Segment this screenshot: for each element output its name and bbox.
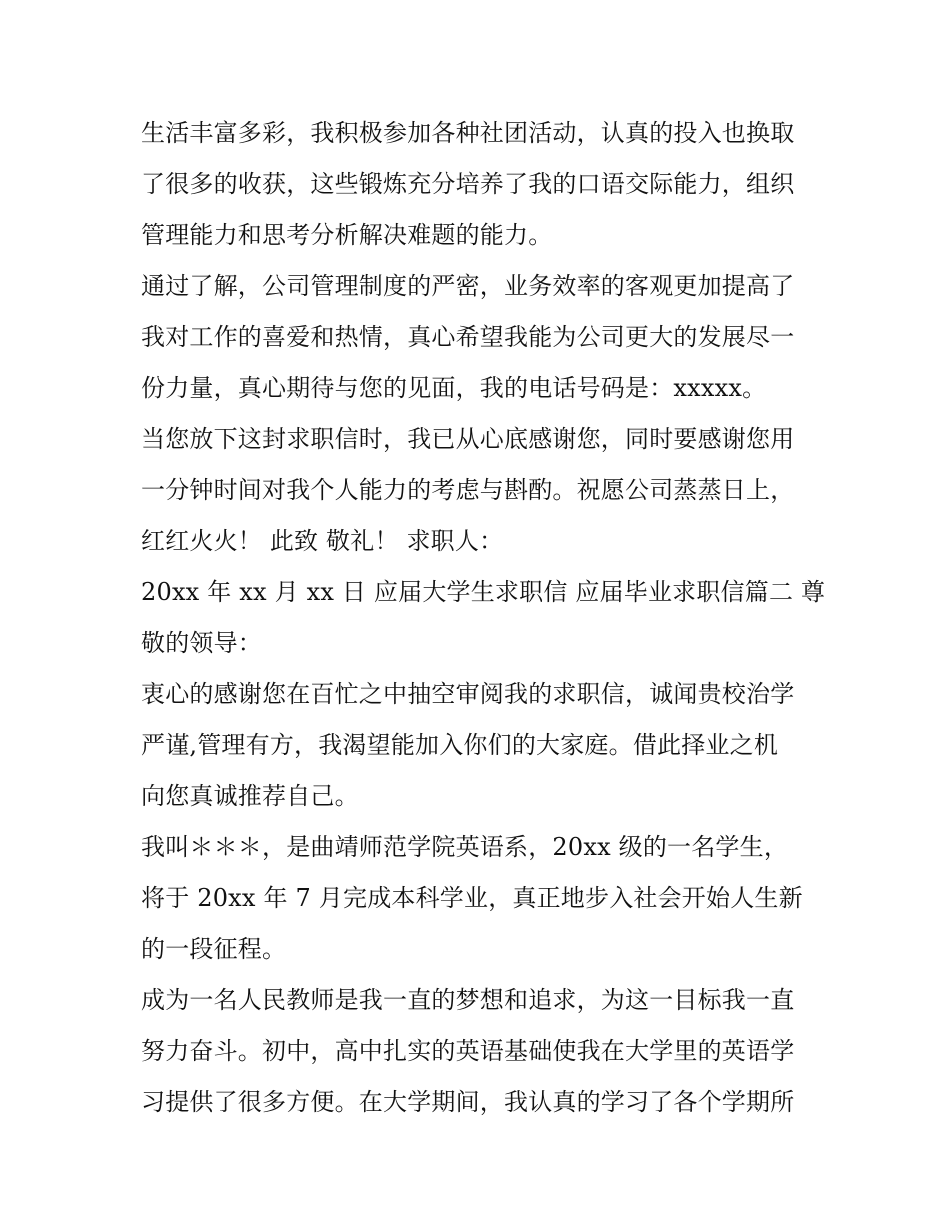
text-line: 管理能力和思考分析解决难题的能力。 [141, 221, 553, 249]
text-line: 当您放下这封求职信时，我已从心底感谢您，同时要感谢您用 [141, 425, 795, 453]
text-line: 衷心的感谢您在百忙之中抽空审阅我的求职信，诚闻贵校治学 [141, 680, 795, 708]
text-line: 20xx 年 xx 月 xx 日 应届大学生求职信 应届毕业求职信篇二 尊 [141, 578, 826, 606]
text-line: 了很多的收获，这些锻炼充分培养了我的口语交际能力，组织 [141, 170, 795, 198]
text-line: 通过了解，公司管理制度的严密，业务效率的客观更加提高了 [141, 272, 795, 300]
text-line: 成为一名人民教师是我一直的梦想和追求，为这一目标我一直 [141, 986, 795, 1014]
letter-body [141, 108, 831, 1128]
text-line: 红红火火！ 此致 敬礼！ 求职人： [141, 527, 504, 555]
text-line: 敬的领导： [141, 629, 262, 657]
text-line: 习提供了很多方便。在大学期间，我认真的学习了各个学期所 [141, 1088, 795, 1116]
text-line: 的一段征程。 [141, 935, 287, 963]
text-line: 我叫＊＊＊，是曲靖师范学院英语系，20xx 级的一名学生， [141, 833, 789, 861]
text-line: 严谨,管理有方，我渴望能加入你们的大家庭。借此择业之机 [141, 731, 779, 759]
text-line: 生活丰富多彩，我积极参加各种社团活动，认真的投入也换取 [141, 119, 795, 147]
text-line: 一分钟时间对我个人能力的考虑与斟酌。祝愿公司蒸蒸日上， [141, 476, 795, 504]
text-line: 份力量，真心期待与您的见面，我的电话号码是：xxxxx。 [141, 374, 767, 402]
text-line: 向您真诚推荐自己。 [141, 782, 359, 810]
text-line: 我对工作的喜爱和热情，真心希望我能为公司更大的发展尽一 [141, 323, 795, 351]
text-line: 努力奋斗。初中，高中扎实的英语基础使我在大学里的英语学 [141, 1037, 795, 1065]
text-line: 将于 20xx 年 7 月完成本科学业，真正地步入社会开始人生新 [141, 884, 803, 912]
